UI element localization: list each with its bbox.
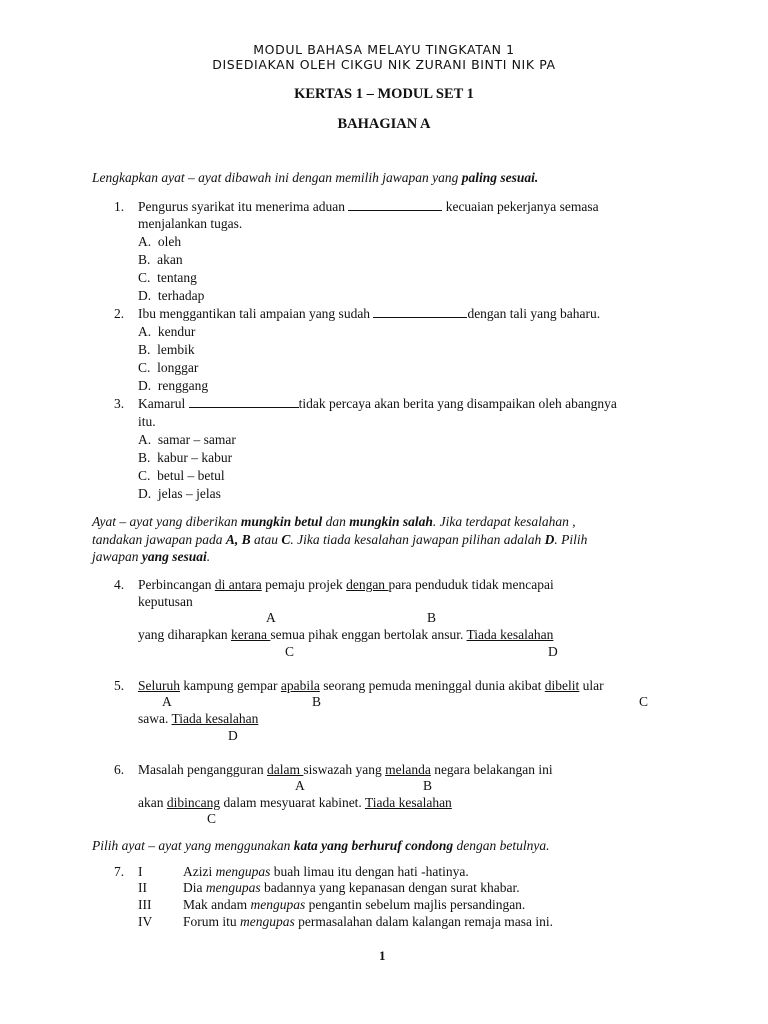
q5-number: 5. (114, 678, 125, 693)
q3-blank (189, 396, 299, 408)
text: Mak andam (183, 897, 251, 912)
option-text: longgar (157, 360, 199, 375)
option-text: betul – betul (157, 468, 225, 483)
text: Dia (183, 880, 206, 895)
q3-option-d (138, 486, 221, 502)
module-header-line2: DISEDIAKAN OLEH CIKGU NIK ZURANI BINTI NIK PA (212, 57, 556, 72)
text-bold: D (544, 532, 555, 547)
text-bold: C (281, 532, 291, 547)
q3-stem (138, 396, 617, 412)
instruction-2-line1 (92, 514, 576, 530)
q4-number: 4. (114, 577, 125, 592)
q4-label-d: D (548, 644, 558, 659)
q2-option-a (138, 324, 195, 340)
option-text: akan (157, 252, 183, 267)
text: semua pihak enggan bertolak ansur. (270, 627, 467, 642)
text: akan (138, 795, 167, 810)
text: Masalah pengangguran (138, 762, 267, 777)
option-letter: D. (138, 288, 152, 303)
q7-roman-1: I (138, 864, 143, 879)
q6-label-b: B (423, 778, 433, 793)
q1-blank (348, 199, 442, 211)
q1-option-a (138, 234, 181, 250)
option-letter: C. (138, 360, 151, 375)
q1-stem (138, 199, 599, 215)
text: permasalahan dalam kalangan remaja masa ini. (294, 914, 554, 929)
text: kampung gempar (180, 678, 281, 693)
text: negara belakangan ini (430, 762, 553, 777)
text-bold: mungkin betul (240, 514, 323, 529)
q5-line1 (138, 678, 604, 694)
q3-option-a (138, 432, 236, 448)
option-text: terhadap (157, 288, 205, 303)
q5-label-b: B (312, 694, 322, 709)
q5-label-d: D (228, 728, 238, 743)
q1-stem-cont: menjalankan tugas. (138, 216, 243, 231)
text-italic: mengupas (240, 914, 295, 929)
text: . Jika tiada kesalahan jawapan pilihan adalah (290, 532, 545, 547)
text: badannya yang kepanasan dengan surat khabar. (260, 880, 520, 895)
q3-number: 3. (114, 396, 125, 411)
underlined-a: Seluruh (138, 678, 180, 693)
text: atau (250, 532, 282, 547)
text-bold: A, B (225, 532, 251, 547)
q3-option-b (138, 450, 232, 466)
q7-number: 7. (114, 864, 125, 879)
option-letter: C. (138, 270, 151, 285)
option-letter: A. (138, 432, 152, 447)
q2-option-b (138, 342, 195, 358)
q5-line2 (138, 711, 258, 727)
option-text: jelas – jelas (157, 486, 221, 501)
instruction-2-line2 (92, 532, 587, 548)
text: Pilih ayat – ayat yang menggunakan (92, 838, 294, 853)
q1-option-d (138, 288, 204, 304)
q1-option-b (138, 252, 183, 268)
instruction-2-line3 (92, 549, 210, 565)
underlined-a: di antara (214, 577, 262, 592)
q6-number: 6. (114, 762, 125, 777)
text-bold: kata yang berhuruf condong (293, 838, 454, 853)
q4-line2: keputusan (138, 594, 193, 609)
underlined-c: kerana (230, 627, 271, 642)
q4-line3 (138, 627, 553, 643)
instruction-1 (92, 170, 538, 186)
text: . Pilih (554, 532, 588, 547)
option-text: kabur – kabur (157, 450, 233, 465)
text-italic: mengupas (215, 864, 271, 879)
option-letter: B. (138, 450, 151, 465)
q2-option-c (138, 360, 198, 376)
instruction-3 (92, 838, 549, 854)
q1-stem-b: kecuaian pekerjanya semasa (442, 199, 599, 214)
text: buah limau itu dengan hati -hatinya. (270, 864, 469, 879)
option-letter: C. (138, 468, 151, 483)
q4-label-c: C (285, 644, 295, 659)
option-text: oleh (157, 234, 182, 249)
option-letter: B. (138, 252, 151, 267)
instruction-1-bold: paling sesuai. (461, 170, 539, 185)
text: Ayat – ayat yang diberikan (92, 514, 241, 529)
text: Perbincangan (138, 577, 215, 592)
underlined-d: Tiada kesalahan (171, 711, 259, 726)
q6-line2 (138, 795, 452, 811)
q2-stem-a: Ibu menggantikan tali ampaian yang sudah (138, 306, 374, 321)
underlined-a: dalam (266, 762, 304, 777)
text: ular (579, 678, 604, 693)
q7-item-2 (183, 880, 520, 896)
underlined-b: dengan (346, 577, 389, 592)
underlined-c: dibelit (544, 678, 580, 693)
text: tandakan jawapan pada (92, 532, 226, 547)
q1-number: 1. (114, 199, 125, 214)
q2-number: 2. (114, 306, 125, 321)
q6-line1 (138, 762, 553, 778)
option-text: samar – samar (157, 432, 236, 447)
q3-stem-a: Kamarul (138, 396, 189, 411)
underlined-b: apabila (280, 678, 320, 693)
option-text: renggang (157, 378, 209, 393)
option-letter: A. (138, 324, 152, 339)
text: para penduduk tidak mencapai (388, 577, 554, 592)
option-letter: B. (138, 342, 151, 357)
text: pengantin sebelum majlis persandingan. (305, 897, 526, 912)
q2-stem (138, 306, 600, 322)
q3-stem-cont: itu. (138, 414, 156, 429)
q2-stem-b: dengan tali yang baharu. (467, 306, 601, 321)
q1-option-c (138, 270, 197, 286)
q7-item-1 (183, 864, 469, 880)
text: dengan betulnya. (453, 838, 550, 853)
text: dan (322, 514, 350, 529)
q5-label-c: C (639, 694, 649, 709)
q3-stem-b: tidak percaya akan berita yang disampaikan oleh abangnya (298, 396, 617, 411)
q5-label-a: A (162, 694, 172, 709)
q6-label-c: C (207, 811, 217, 826)
text: Forum itu (183, 914, 241, 929)
q7-item-4 (183, 914, 553, 930)
module-header-line1: MODUL BAHASA MELAYU TINGKATAN 1 (253, 42, 515, 57)
text: Azizi (183, 864, 216, 879)
text: siswazah yang (303, 762, 386, 777)
q7-roman-4: IV (138, 914, 153, 929)
text: . Jika terdapat kesalahan , (432, 514, 576, 529)
text: . (206, 549, 211, 564)
text: seorang pemuda meninggal dunia akibat (319, 678, 545, 693)
q7-roman-2: II (138, 880, 147, 895)
text-bold: mungkin salah (349, 514, 433, 529)
q4-line1 (138, 577, 554, 593)
paper-title: KERTAS 1 – MODUL SET 1 (294, 86, 474, 102)
option-text: lembik (157, 342, 195, 357)
text: sawa. (138, 711, 172, 726)
instruction-1-text: Lengkapkan ayat – ayat dibawah ini dengan memilih jawapan yang (92, 170, 462, 185)
text: yang diharapkan (138, 627, 231, 642)
underlined-d: Tiada kesalahan (466, 627, 554, 642)
q3-option-c (138, 468, 225, 484)
q1-stem-a: Pengurus syarikat itu menerima aduan (138, 199, 349, 214)
q2-blank (373, 306, 467, 318)
q7-item-3 (183, 897, 525, 913)
text: dalam mesyuarat kabinet. (220, 795, 365, 810)
option-letter: D. (138, 378, 152, 393)
underlined-d: Tiada kesalahan (364, 795, 452, 810)
text: pemaju projek (261, 577, 347, 592)
text-italic: mengupas (250, 897, 306, 912)
underlined-c: dibincang (166, 795, 221, 810)
page-number: 1 (379, 948, 386, 963)
section-title: BAHAGIAN A (337, 116, 431, 132)
option-letter: A. (138, 234, 152, 249)
q6-label-a: A (295, 778, 305, 793)
text-italic: mengupas (205, 880, 261, 895)
option-text: tentang (157, 270, 197, 285)
q7-roman-3: III (138, 897, 152, 912)
option-letter: D. (138, 486, 152, 501)
text-bold: yang sesuai (141, 549, 207, 564)
text: jawapan (92, 549, 142, 564)
underlined-b: melanda (385, 762, 431, 777)
option-text: kendur (157, 324, 196, 339)
q4-label-b: B (427, 610, 437, 625)
q2-option-d (138, 378, 208, 394)
q4-label-a: A (266, 610, 276, 625)
